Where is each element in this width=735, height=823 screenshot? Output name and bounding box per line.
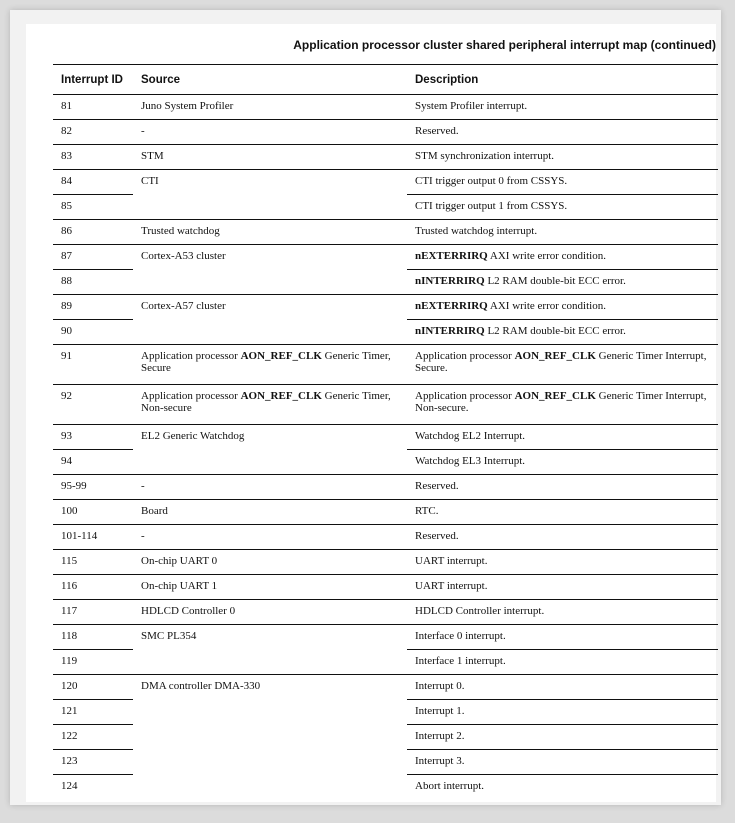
cell-description: Watchdog EL3 Interrupt. xyxy=(407,450,718,475)
cell-source: Cortex-A57 cluster xyxy=(141,300,226,312)
cell-source: Board xyxy=(133,500,407,525)
cell-description: Trusted watchdog interrupt. xyxy=(407,220,718,245)
cell-description xyxy=(407,345,718,385)
signal-name: AON_REF_CLK xyxy=(240,390,322,402)
signal-name: AON_REF_CLK xyxy=(514,390,596,402)
cell-interrupt-id: 91 xyxy=(53,345,133,385)
table-row xyxy=(53,750,718,775)
cell-description: STM synchronization interrupt. xyxy=(407,145,718,170)
cell-interrupt-id: 89 xyxy=(53,295,133,320)
table-row xyxy=(53,625,718,650)
cell-description: Interface 1 interrupt. xyxy=(407,650,718,675)
cell-source: On-chip UART 1 xyxy=(133,575,407,600)
cell-source: - xyxy=(133,120,407,145)
cell-source: STM xyxy=(133,145,407,170)
cell-interrupt-id: 122 xyxy=(53,725,133,750)
header-source: Source xyxy=(133,65,407,95)
table-row xyxy=(53,170,718,195)
table-row xyxy=(53,270,718,295)
source-text: Application processor xyxy=(141,350,241,362)
table-row xyxy=(53,145,718,170)
cell-description xyxy=(407,245,718,270)
table-row xyxy=(53,95,718,120)
table-row xyxy=(53,295,718,320)
table-row xyxy=(53,500,718,525)
cell-interrupt-id: 92 xyxy=(53,385,133,425)
cell-source: Cortex-A53 cluster xyxy=(141,250,226,262)
table-row xyxy=(53,475,718,500)
signal-name: AON_REF_CLK xyxy=(514,350,596,362)
cell-interrupt-id: 93 xyxy=(53,425,133,450)
table-row xyxy=(53,450,718,475)
header-description: Description xyxy=(407,65,718,95)
cell-source: - xyxy=(133,475,407,500)
description-text: Generic Timer Interrupt, Non-secure. xyxy=(415,390,707,414)
cell-description: UART interrupt. xyxy=(407,575,718,600)
cell-interrupt-id: 85 xyxy=(53,195,133,220)
table-row xyxy=(53,700,718,725)
table-row xyxy=(53,525,718,550)
cell-interrupt-id: 116 xyxy=(53,575,133,600)
description-text: L2 RAM double-bit ECC error. xyxy=(484,325,626,337)
table-row xyxy=(53,725,718,750)
table-row xyxy=(53,220,718,245)
cell-source: CTI xyxy=(141,175,159,187)
cell-interrupt-id: 120 xyxy=(53,675,133,700)
cell-interrupt-id: 82 xyxy=(53,120,133,145)
cell-source: SMC PL354 xyxy=(141,630,197,642)
table-row xyxy=(53,345,718,385)
cell-interrupt-id: 119 xyxy=(53,650,133,675)
cell-source: Trusted watchdog xyxy=(133,220,407,245)
cell-description: RTC. xyxy=(407,500,718,525)
table-row xyxy=(53,120,718,145)
cell-description: Interrupt 1. xyxy=(407,700,718,725)
cell-source xyxy=(133,450,407,475)
description-text: Application processor xyxy=(415,390,515,402)
cell-description xyxy=(407,295,718,320)
document-frame xyxy=(10,10,721,805)
cell-interrupt-id: 94 xyxy=(53,450,133,475)
cell-description: System Profiler interrupt. xyxy=(407,95,718,120)
cell-source xyxy=(133,750,407,775)
cell-interrupt-id: 88 xyxy=(53,270,133,295)
cell-source xyxy=(133,775,407,800)
table-row xyxy=(53,775,718,800)
cell-source: Juno System Profiler xyxy=(133,95,407,120)
cell-source xyxy=(133,725,407,750)
cell-interrupt-id: 118 xyxy=(53,625,133,650)
cell-description: UART interrupt. xyxy=(407,550,718,575)
cell-interrupt-id: 124 xyxy=(61,780,78,792)
cell-interrupt-id: 86 xyxy=(53,220,133,245)
description-text: Generic Timer Interrupt, Secure. xyxy=(415,350,707,374)
cell-description: Interrupt 3. xyxy=(407,750,718,775)
cell-interrupt-id: 115 xyxy=(53,550,133,575)
cell-description: Interface 0 interrupt. xyxy=(407,625,718,650)
cell-source xyxy=(133,650,407,675)
cell-source: On-chip UART 0 xyxy=(133,550,407,575)
table-row xyxy=(53,425,718,450)
signal-name: nINTERRIRQ xyxy=(415,275,485,287)
cell-source xyxy=(133,195,407,220)
header-interrupt-id: Interrupt ID xyxy=(53,65,133,95)
cell-description: Abort interrupt. xyxy=(415,780,485,792)
cell-source: EL2 Generic Watchdog xyxy=(141,430,245,442)
source-text: Generic Timer, Secure xyxy=(141,350,391,374)
cell-interrupt-id: 81 xyxy=(53,95,133,120)
table-row xyxy=(53,245,718,270)
cell-interrupt-id: 117 xyxy=(53,600,133,625)
cell-description: CTI trigger output 1 from CSSYS. xyxy=(407,195,718,220)
table-row xyxy=(53,195,718,220)
table-row xyxy=(53,575,718,600)
cell-interrupt-id: 95-99 xyxy=(53,475,133,500)
table-row xyxy=(53,675,718,700)
cell-interrupt-id: 100 xyxy=(53,500,133,525)
description-text: AXI write error condition. xyxy=(487,300,606,312)
cell-description: Reserved. xyxy=(407,120,718,145)
cell-interrupt-id: 121 xyxy=(53,700,133,725)
table-row xyxy=(53,385,718,425)
cell-source xyxy=(133,345,407,385)
table-header-row xyxy=(53,65,718,95)
cell-interrupt-id: 84 xyxy=(53,170,133,195)
description-text: Application processor xyxy=(415,350,515,362)
table-caption: Application processor cluster shared peripheral interrupt map (continued) xyxy=(293,38,716,52)
table-row xyxy=(53,320,718,345)
table-row xyxy=(53,550,718,575)
signal-name: AON_REF_CLK xyxy=(240,350,322,362)
cell-description: Reserved. xyxy=(407,525,718,550)
cell-interrupt-id: 83 xyxy=(53,145,133,170)
cell-interrupt-id: 101-114 xyxy=(53,525,133,550)
cell-description xyxy=(407,320,718,345)
cell-description: CTI trigger output 0 from CSSYS. xyxy=(407,170,718,195)
description-text: AXI write error condition. xyxy=(487,250,606,262)
source-text: Application processor xyxy=(141,390,241,402)
signal-name: nEXTERRIRQ xyxy=(415,300,488,312)
cell-source xyxy=(133,700,407,725)
table-row xyxy=(53,600,718,625)
cell-description xyxy=(407,385,718,425)
cell-interrupt-id: 123 xyxy=(53,750,133,775)
document-page xyxy=(26,24,716,802)
cell-description: Watchdog EL2 Interrupt. xyxy=(407,425,718,450)
cell-source xyxy=(133,320,407,345)
cell-description: Interrupt 2. xyxy=(407,725,718,750)
cell-source xyxy=(133,385,407,425)
cell-source: - xyxy=(133,525,407,550)
cell-description: Reserved. xyxy=(407,475,718,500)
source-text: Generic Timer, Non-secure xyxy=(141,390,391,414)
cell-description: HDLCD Controller interrupt. xyxy=(407,600,718,625)
signal-name: nINTERRIRQ xyxy=(415,325,485,337)
cell-description: Interrupt 0. xyxy=(407,675,718,700)
table-row xyxy=(53,650,718,675)
interrupt-map-table xyxy=(53,64,718,799)
cell-description xyxy=(407,270,718,295)
signal-name: nEXTERRIRQ xyxy=(415,250,488,262)
cell-source: DMA controller DMA-330 xyxy=(141,680,261,692)
cell-source xyxy=(133,270,407,295)
cell-source: HDLCD Controller 0 xyxy=(133,600,407,625)
description-text: L2 RAM double-bit ECC error. xyxy=(484,275,626,287)
cell-interrupt-id: 90 xyxy=(53,320,133,345)
cell-interrupt-id: 87 xyxy=(53,245,133,270)
